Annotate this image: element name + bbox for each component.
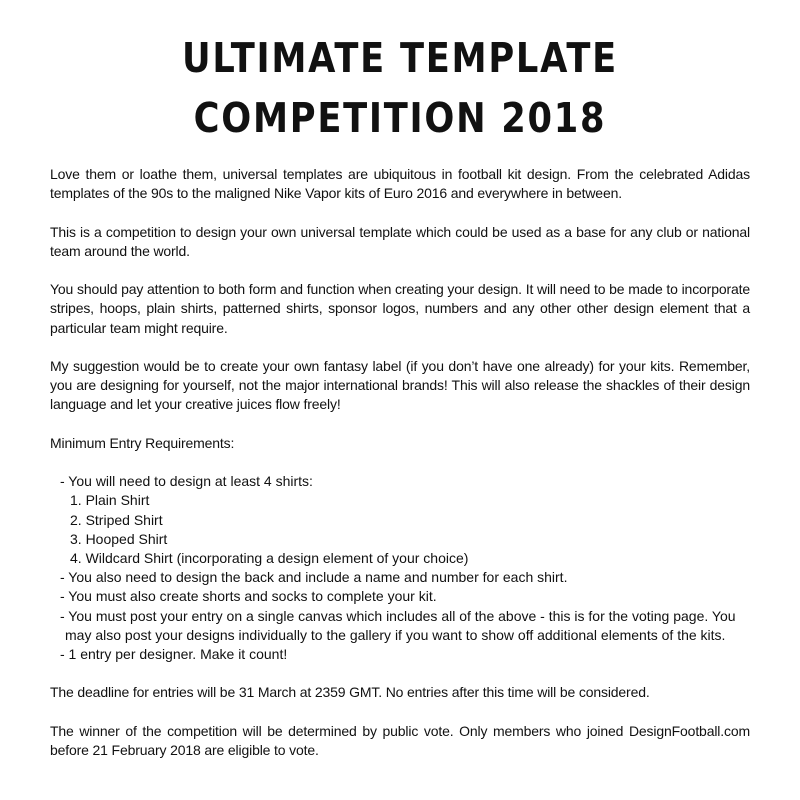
requirement-back: - You also need to design the back and include a name and number for each shirt.: [60, 569, 568, 586]
intro-paragraph: Love them or loathe them, universal templates are ubiquitous in football kit design. From the celebrated Adidas templates of the 90s to the maligned Nike Vapor kits of Euro 2016 and everywhere in between.: [50, 166, 750, 202]
requirement-shorts: - You must also create shorts and socks to complete your kit.: [60, 588, 437, 605]
shirt-item-striped: 2. Striped Shirt: [70, 511, 163, 528]
title-line-1: ULTIMATE TEMPLATE: [182, 34, 618, 82]
shirt-item-plain: 1. Plain Shirt: [70, 492, 150, 509]
shirt-item-hooped: 3. Hooped Shirt: [70, 530, 168, 547]
competition-description: [50, 165, 750, 779]
shirt-list: [60, 491, 750, 568]
page-title: [56, 28, 744, 148]
suggestion-paragraph: My suggestion would be to create your own fantasy label (if you don’t have one already) for your kits. Remember, you are designing for yourself, not the major international brands! This will also release the shackles of their design language and let your creative juices flow freely!: [50, 357, 750, 413]
requirement-shirts: - You will need to design at least 4 shirts:: [60, 473, 313, 490]
title-line-2: COMPETITION 2018: [193, 94, 607, 142]
requirement-canvas: - You must post your entry on a single canvas which includes all of the above - this is for the voting page. You may also post your designs individually to the gallery if you want to show off additional elements of the kits.: [60, 607, 736, 643]
purpose-paragraph: This is a competition to design your own universal template which could be used as a base for any club or national team around the world.: [50, 223, 750, 259]
form-paragraph: You should pay attention to both form and function when creating your design. It will need to be made to incorporate stripes, hoops, plain shirts, patterned shirts, sponsor logos, numbers and any other other design element that a particular team might require.: [50, 281, 750, 336]
requirements-list: [50, 472, 750, 664]
deadline-paragraph: The deadline for entries will be 31 March at 2359 GMT. No entries after this time will be considered.: [50, 684, 650, 701]
winner-paragraph: The winner of the competition will be determined by public vote. Only members who joined DesignFootball.com before 21 February 2018 are eligible to vote.: [50, 722, 750, 758]
requirement-one-entry: - 1 entry per designer. Make it count!: [60, 646, 288, 662]
requirements-heading: Minimum Entry Requirements:: [50, 434, 235, 451]
shirt-item-wildcard: 4. Wildcard Shirt (incorporating a design element of your choice): [70, 549, 469, 566]
